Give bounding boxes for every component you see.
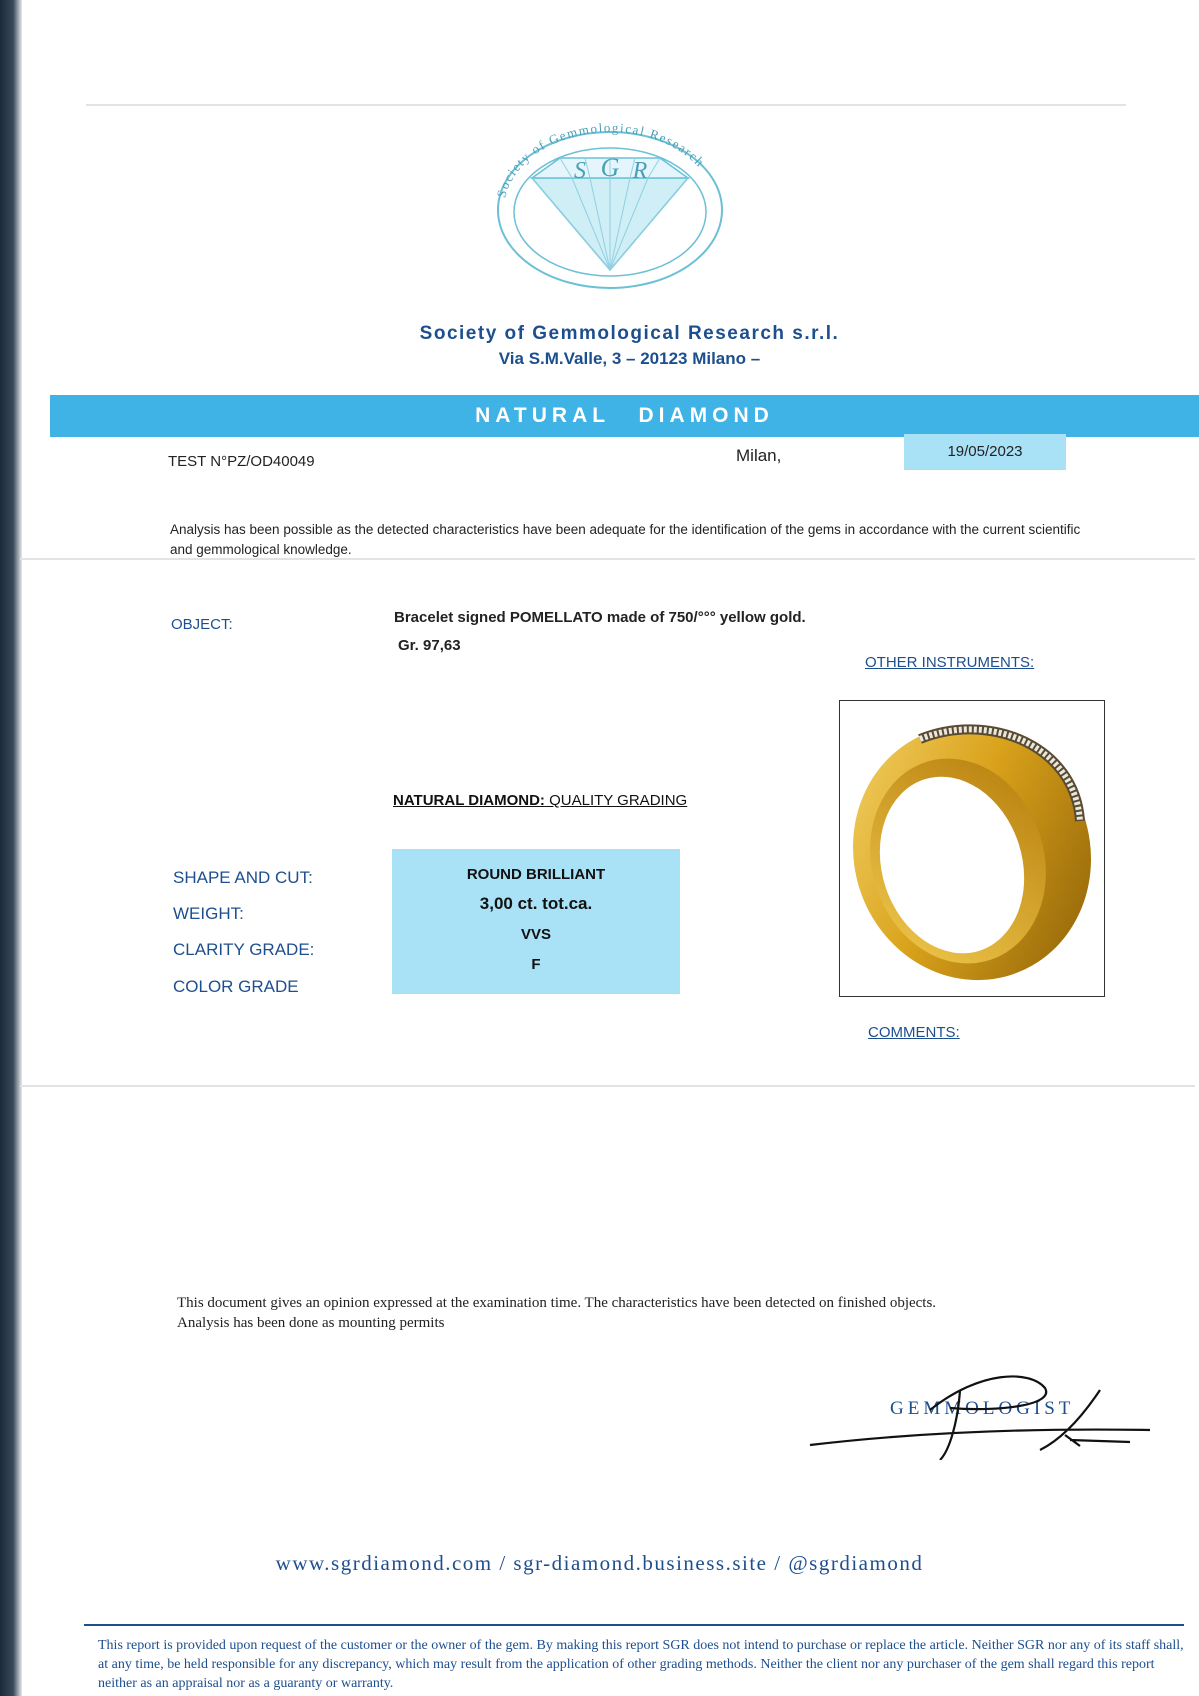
analysis-statement: Analysis has been possible as the detected characteristics have been adequate for the identification of the gems in accordance with the current scientific and gemmological knowledge. (170, 522, 1081, 557)
scan-edge (0, 0, 22, 1696)
disclaimer (177, 1293, 1077, 1333)
footer-divider (84, 1624, 1184, 1626)
clarity-label: CLARITY GRADE: (173, 940, 315, 959)
bracelet-photo (839, 700, 1105, 997)
footer-notice: This report is provided upon request of the customer or the owner of the gem. By making this report SGR does not intend to purchase or replace the article. Neither SGR nor any of its staff shall, at any time, be held responsible for any discrepancy, which may result from the application of other grading methods. Neither the client nor any purchaser of the gem shall regard this report neither as an appraisal nor as a guaranty or warranty. (98, 1638, 1184, 1691)
weight-value: 3,00 ct. tot.ca. (479, 894, 593, 913)
report-date: 19/05/2023 (947, 443, 1023, 460)
logo-letter-g: G (600, 153, 620, 182)
logo-letter-s: S (574, 158, 586, 184)
other-instruments-label: OTHER INSTRUMENTS: (865, 654, 1035, 671)
color-label: COLOR GRADE (173, 977, 299, 996)
grading-header-rest: QUALITY GRADING (544, 792, 688, 809)
logo-letter-r: R (632, 158, 648, 184)
date-box (904, 434, 1066, 470)
shape-label: SHAPE AND CUT: (173, 868, 313, 887)
color-value: F (531, 956, 541, 973)
clarity-value: VVS (520, 926, 551, 943)
banner-title: NATURAL DIAMOND (475, 404, 774, 427)
sgr-logo (490, 120, 730, 290)
company-name: Society of Gemmological Research s.r.l. (419, 323, 840, 344)
fold-line (86, 104, 1126, 106)
test-number: TEST N°PZ/OD40049 (168, 453, 315, 470)
grading-header-bold: NATURAL DIAMOND: (393, 792, 545, 809)
weight-label: WEIGHT: (173, 904, 244, 923)
object-weight: Gr. 97,63 (398, 637, 461, 654)
disclaimer-line-1: This document gives an opinion expressed at the examination time. The characteristics have been detected on finished objects. (177, 1295, 937, 1311)
grading-header (393, 792, 687, 809)
grading-values-box (392, 849, 680, 994)
disclaimer-line-2: Analysis has been done as mounting permits (177, 1315, 445, 1331)
logo-ring-text: Society of Gemmological Research (493, 120, 709, 200)
signature-mark (800, 1350, 1180, 1460)
shape-value: ROUND BRILLIANT (466, 866, 606, 883)
object-label: OBJECT: (171, 616, 233, 633)
fold-line (20, 1085, 1195, 1087)
bracelet-image (840, 701, 1104, 996)
website-links: www.sgrdiamond.com / sgr-diamond.business.site / @sgrdiamond (275, 1551, 924, 1575)
gemmologist-title: GEMMOLOGIST (890, 1398, 1075, 1419)
city-label: Milan, (736, 446, 782, 465)
title-banner (50, 395, 1199, 437)
comments-label: COMMENTS: (868, 1024, 960, 1041)
company-address: Via S.M.Valle, 3 – 20123 Milano – (498, 349, 761, 368)
object-description: Bracelet signed POMELLATO made of 750/°°° yellow gold. (394, 609, 806, 626)
